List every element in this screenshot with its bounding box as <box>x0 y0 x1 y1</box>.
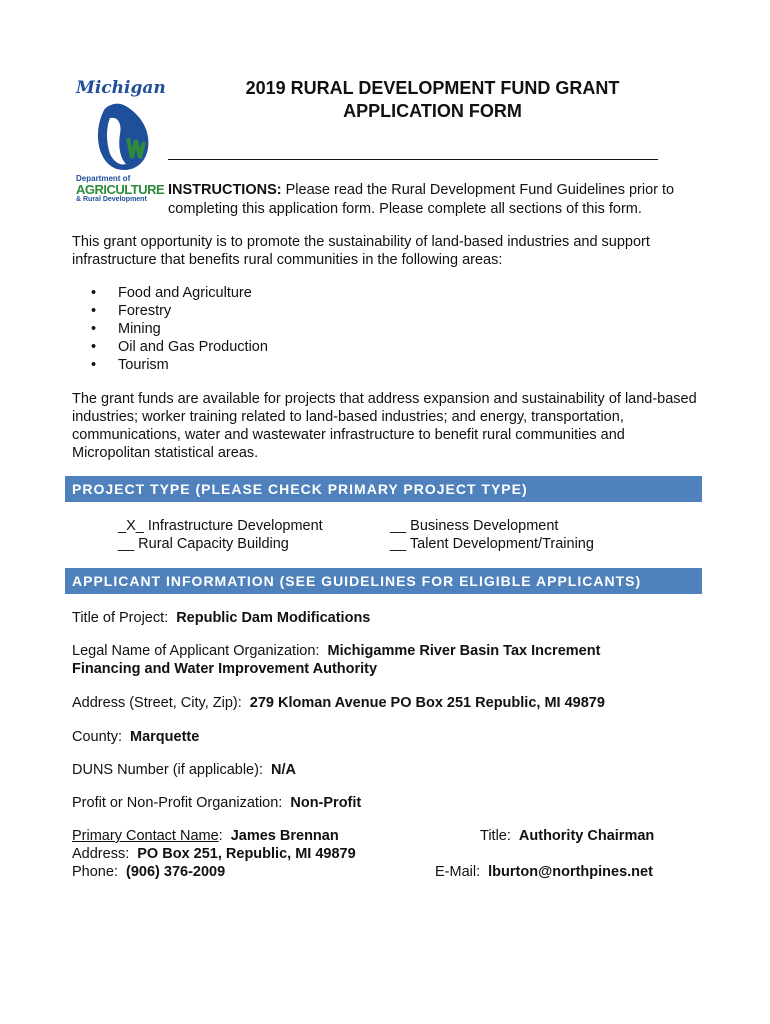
phone-value[interactable]: (906) 376-2009 <box>126 864 226 880</box>
email-row <box>435 863 653 881</box>
contact-title-value[interactable]: Authority Chairman <box>518 828 655 844</box>
legal-name-label: Legal Name of Applicant Organization: <box>72 643 320 659</box>
project-title-label: Title of Project: <box>72 610 169 626</box>
form-title-line1: 2019 RURAL DEVELOPMENT FUND GRANT <box>245 78 620 98</box>
instructions-block <box>168 181 688 219</box>
project-title-row <box>72 609 370 627</box>
profit-value[interactable]: Non-Profit <box>290 795 362 811</box>
contact-title-label: Title: <box>480 828 511 844</box>
legal-name-row <box>72 642 692 678</box>
form-title <box>200 77 665 123</box>
profit-label: Profit or Non-Profit Organization: <box>72 795 283 811</box>
address-row <box>72 694 605 712</box>
project-title-value[interactable]: Republic Dam Modifications <box>176 610 371 626</box>
list-item: • Mining <box>118 320 268 338</box>
contact-address-label: Address: <box>72 846 130 862</box>
intro-paragraph: This grant opportunity is to promote the sustainability of land-based industries and support infrastructure that benefits rural communities in the following areas: <box>72 234 650 268</box>
contact-name-row <box>72 827 339 845</box>
county-row <box>72 728 199 746</box>
address-value[interactable]: 279 Kloman Avenue PO Box 251 Republic, MI 49879 <box>249 695 605 711</box>
project-option-rural-capacity[interactable]: __ Rural Capacity Building <box>118 536 289 552</box>
areas-list <box>72 284 268 374</box>
logo-dept-text: Department of <box>76 174 131 183</box>
logo-agriculture-text: AGRICULTURE <box>76 182 165 197</box>
project-option-talent[interactable]: __ Talent Development/Training <box>390 536 594 552</box>
logo-rural-text: & Rural Development <box>76 196 147 203</box>
michigan-agriculture-logo <box>72 74 166 204</box>
contact-address-value[interactable]: PO Box 251, Republic, MI 49879 <box>137 846 356 862</box>
instructions-label: INSTRUCTIONS: <box>168 182 282 198</box>
legal-name-value-line1[interactable]: Michigamme River Basin Tax Increment <box>327 643 601 659</box>
duns-value[interactable]: N/A <box>271 762 296 778</box>
list-item: • Forestry <box>118 302 268 320</box>
duns-label: DUNS Number (if applicable): <box>72 762 263 778</box>
contact-name-value[interactable]: James Brennan <box>230 828 339 844</box>
funds-paragraph: The grant funds are available for projects that address expansion and sustainability of land-based industries; worker training related to land-based industries; and energy, transportation, communications, water and wastewater infrastructure to benefit rural communities and Micropolitan statistical areas. <box>72 391 697 461</box>
michigan-map-icon <box>90 100 156 172</box>
phone-row <box>72 863 225 881</box>
duns-row <box>72 761 296 779</box>
project-option-infrastructure[interactable]: _X_ Infrastructure Development <box>118 518 323 534</box>
logo-script-text: Michigan <box>76 78 166 98</box>
project-type-heading: PROJECT TYPE (PLEASE CHECK PRIMARY PROJECT TYPE) <box>65 476 702 502</box>
email-label: E-Mail: <box>435 864 481 880</box>
email-value[interactable]: lburton@northpines.net <box>488 864 653 880</box>
contact-name-colon: : <box>218 828 223 844</box>
list-item: • Oil and Gas Production <box>118 338 268 356</box>
county-value[interactable]: Marquette <box>130 729 200 745</box>
instructions-text: Please read the Rural Development Fund Guidelines prior to completing this application form. Please complete all sections of this form. <box>168 182 675 217</box>
contact-title-row <box>480 827 654 845</box>
address-label: Address (Street, City, Zip): <box>72 695 242 711</box>
list-item: • Tourism <box>118 356 268 374</box>
contact-address-row <box>72 845 356 863</box>
county-label: County: <box>72 729 122 745</box>
contact-name-label: Primary Contact Name <box>72 828 219 844</box>
project-option-business[interactable]: __ Business Development <box>390 518 559 534</box>
legal-name-value-line2[interactable]: Financing and Water Improvement Authority <box>72 661 378 677</box>
form-title-line2: APPLICATION FORM <box>343 101 522 121</box>
title-rule-divider <box>168 159 658 160</box>
phone-label: Phone: <box>72 864 118 880</box>
applicant-info-heading: APPLICANT INFORMATION (SEE GUIDELINES FOR ELIGIBLE APPLICANTS) <box>65 568 702 594</box>
profit-row <box>72 794 361 812</box>
list-item: • Food and Agriculture <box>118 284 268 302</box>
